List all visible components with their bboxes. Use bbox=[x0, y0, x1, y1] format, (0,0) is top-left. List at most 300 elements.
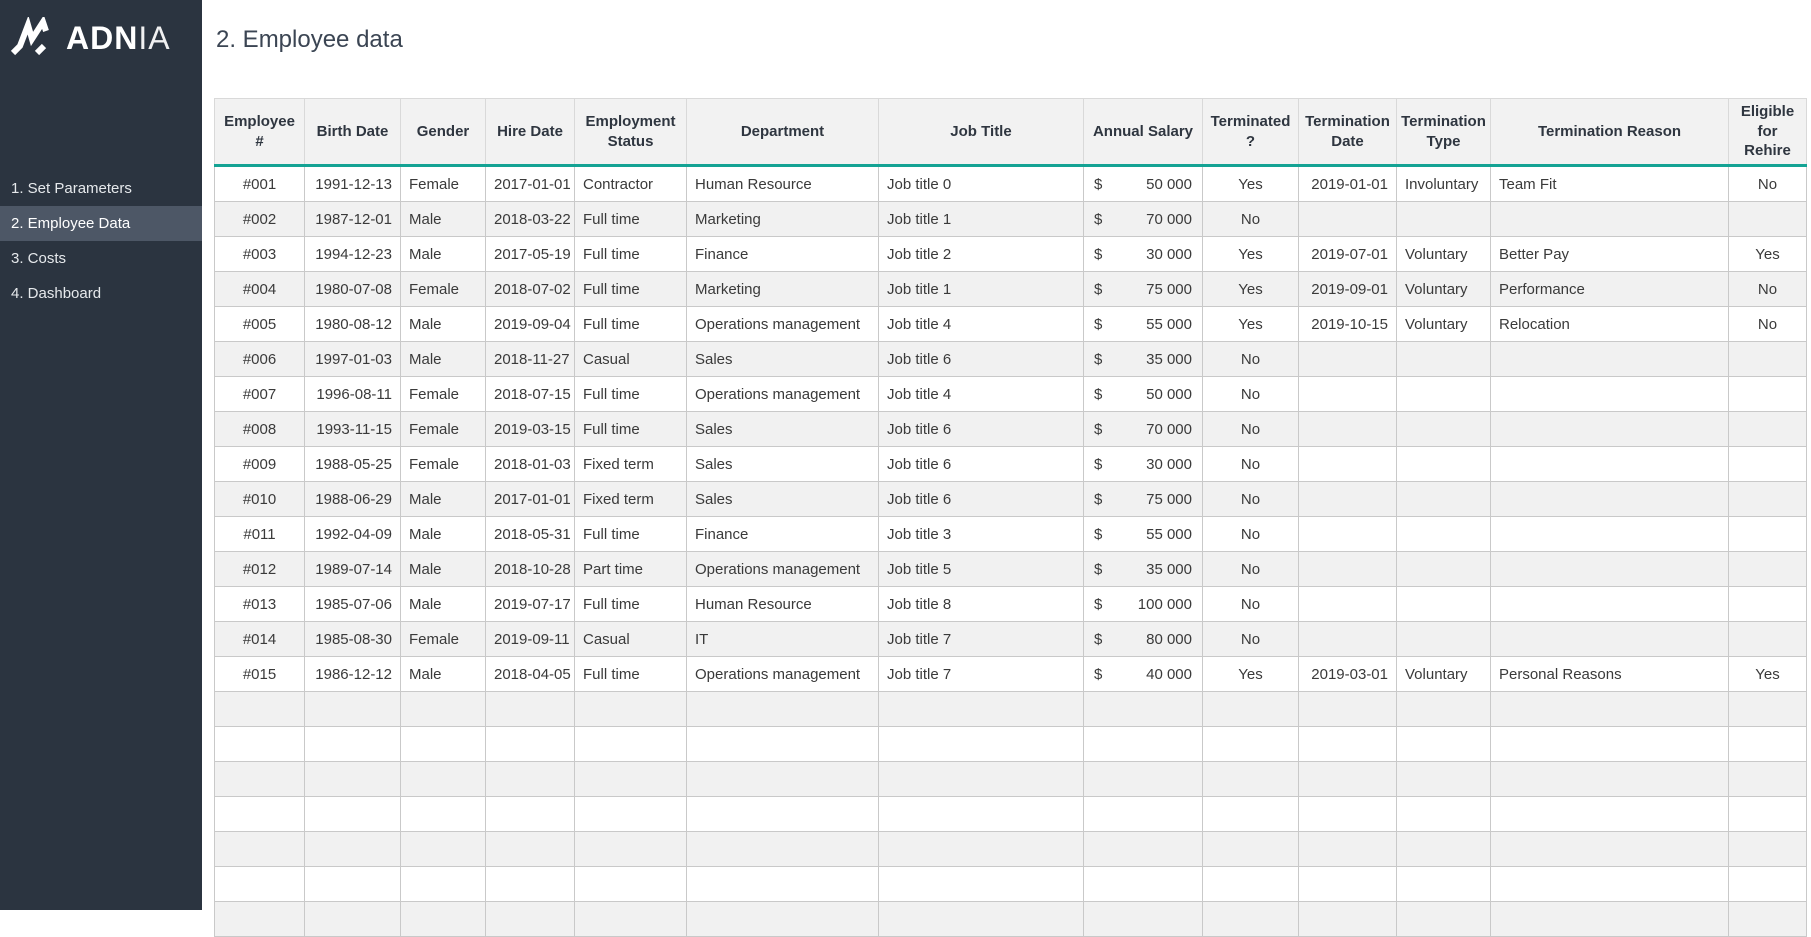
table-cell-annual-salary[interactable] bbox=[1084, 342, 1203, 377]
table-cell-department[interactable]: Sales bbox=[687, 482, 879, 517]
table-cell-birth-date[interactable]: 1986-12-12 bbox=[305, 657, 401, 692]
table-cell-gender[interactable]: Female bbox=[401, 412, 486, 447]
table-cell-employee[interactable]: #004 bbox=[215, 272, 305, 307]
table-cell-birth-date[interactable]: 1980-08-12 bbox=[305, 307, 401, 342]
table-cell-employee[interactable]: #011 bbox=[215, 517, 305, 552]
table-cell-hire-date[interactable]: 2019-03-15 bbox=[486, 412, 575, 447]
empty-cell[interactable] bbox=[1491, 867, 1729, 902]
empty-cell[interactable] bbox=[305, 902, 401, 937]
table-cell-department[interactable]: Sales bbox=[687, 412, 879, 447]
table-cell-job-title[interactable]: Job title 1 bbox=[879, 272, 1084, 307]
empty-cell[interactable] bbox=[575, 762, 687, 797]
empty-cell[interactable] bbox=[215, 867, 305, 902]
table-cell-terminated[interactable]: No bbox=[1203, 377, 1299, 412]
empty-cell[interactable] bbox=[1299, 867, 1397, 902]
table-cell-termination-type[interactable]: Voluntary bbox=[1397, 657, 1491, 692]
table-cell-employee[interactable]: #013 bbox=[215, 587, 305, 622]
table-cell-department[interactable]: Operations management bbox=[687, 307, 879, 342]
table-cell-employee[interactable]: #015 bbox=[215, 657, 305, 692]
table-cell-termination-type[interactable]: Voluntary bbox=[1397, 307, 1491, 342]
sidebar-item-4-dashboard[interactable]: 4. Dashboard bbox=[11, 285, 102, 302]
empty-cell[interactable] bbox=[305, 867, 401, 902]
table-cell-employee[interactable]: #007 bbox=[215, 377, 305, 412]
table-cell-job-title[interactable]: Job title 1 bbox=[879, 202, 1084, 237]
empty-cell[interactable] bbox=[215, 797, 305, 832]
table-cell-gender[interactable]: Male bbox=[401, 587, 486, 622]
table-cell-eligible-for-rehire[interactable] bbox=[1729, 482, 1807, 517]
empty-cell[interactable] bbox=[1299, 727, 1397, 762]
empty-cell[interactable] bbox=[1397, 902, 1491, 937]
table-cell-annual-salary[interactable] bbox=[1084, 412, 1203, 447]
table-cell-birth-date[interactable]: 1994-12-23 bbox=[305, 237, 401, 272]
table-cell-hire-date[interactable]: 2018-01-03 bbox=[486, 447, 575, 482]
table-cell-employment-status[interactable]: Full time bbox=[575, 412, 687, 447]
empty-cell[interactable] bbox=[215, 762, 305, 797]
table-cell-termination-reason[interactable]: Relocation bbox=[1491, 307, 1729, 342]
table-cell-termination-date[interactable] bbox=[1299, 587, 1397, 622]
table-cell-termination-reason[interactable]: Team Fit bbox=[1491, 166, 1729, 202]
empty-cell[interactable] bbox=[486, 762, 575, 797]
empty-cell[interactable] bbox=[401, 727, 486, 762]
table-cell-employment-status[interactable]: Full time bbox=[575, 272, 687, 307]
table-cell-annual-salary[interactable] bbox=[1084, 272, 1203, 307]
table-cell-job-title[interactable]: Job title 6 bbox=[879, 342, 1084, 377]
table-cell-employment-status[interactable]: Contractor bbox=[575, 166, 687, 202]
empty-cell[interactable] bbox=[1729, 867, 1807, 902]
empty-cell[interactable] bbox=[1203, 797, 1299, 832]
table-cell-termination-type[interactable]: Involuntary bbox=[1397, 166, 1491, 202]
table-cell-hire-date[interactable]: 2018-03-22 bbox=[486, 202, 575, 237]
table-cell-birth-date[interactable]: 1988-05-25 bbox=[305, 447, 401, 482]
table-cell-birth-date[interactable]: 1997-01-03 bbox=[305, 342, 401, 377]
empty-cell[interactable] bbox=[1729, 797, 1807, 832]
empty-cell[interactable] bbox=[1299, 692, 1397, 727]
table-cell-employee[interactable]: #008 bbox=[215, 412, 305, 447]
table-cell-termination-reason[interactable] bbox=[1491, 447, 1729, 482]
table-cell-gender[interactable]: Female bbox=[401, 622, 486, 657]
empty-cell[interactable] bbox=[1397, 727, 1491, 762]
empty-cell[interactable] bbox=[575, 727, 687, 762]
table-cell-annual-salary[interactable] bbox=[1084, 237, 1203, 272]
table-cell-employment-status[interactable]: Full time bbox=[575, 517, 687, 552]
empty-cell[interactable] bbox=[305, 692, 401, 727]
table-cell-department[interactable]: Operations management bbox=[687, 552, 879, 587]
column-header-termination-reason[interactable]: Termination Reason bbox=[1491, 99, 1729, 166]
empty-cell[interactable] bbox=[1397, 797, 1491, 832]
table-cell-employment-status[interactable]: Fixed term bbox=[575, 482, 687, 517]
table-cell-birth-date[interactable]: 1985-08-30 bbox=[305, 622, 401, 657]
table-cell-terminated[interactable]: No bbox=[1203, 202, 1299, 237]
empty-cell[interactable] bbox=[401, 797, 486, 832]
table-cell-birth-date[interactable]: 1991-12-13 bbox=[305, 166, 401, 202]
table-cell-employment-status[interactable]: Casual bbox=[575, 342, 687, 377]
table-cell-eligible-for-rehire[interactable] bbox=[1729, 412, 1807, 447]
table-cell-employee[interactable]: #010 bbox=[215, 482, 305, 517]
empty-cell[interactable] bbox=[401, 692, 486, 727]
table-cell-department[interactable]: Finance bbox=[687, 237, 879, 272]
table-cell-terminated[interactable]: Yes bbox=[1203, 166, 1299, 202]
table-cell-gender[interactable]: Male bbox=[401, 657, 486, 692]
table-cell-employment-status[interactable]: Full time bbox=[575, 587, 687, 622]
empty-cell[interactable] bbox=[879, 692, 1084, 727]
empty-cell[interactable] bbox=[1491, 727, 1729, 762]
table-cell-employee[interactable]: #009 bbox=[215, 447, 305, 482]
empty-cell[interactable] bbox=[1084, 797, 1203, 832]
empty-cell[interactable] bbox=[1203, 832, 1299, 867]
column-header-termination-date[interactable]: Termination Date bbox=[1299, 99, 1397, 166]
empty-cell[interactable] bbox=[687, 867, 879, 902]
empty-cell[interactable] bbox=[1203, 727, 1299, 762]
table-cell-employee[interactable]: #001 bbox=[215, 166, 305, 202]
table-cell-birth-date[interactable]: 1996-08-11 bbox=[305, 377, 401, 412]
table-cell-employment-status[interactable]: Full time bbox=[575, 377, 687, 412]
table-cell-birth-date[interactable]: 1989-07-14 bbox=[305, 552, 401, 587]
empty-cell[interactable] bbox=[486, 832, 575, 867]
table-cell-termination-type[interactable] bbox=[1397, 412, 1491, 447]
table-cell-eligible-for-rehire[interactable] bbox=[1729, 202, 1807, 237]
table-cell-department[interactable]: Operations management bbox=[687, 377, 879, 412]
table-cell-termination-reason[interactable]: Better Pay bbox=[1491, 237, 1729, 272]
table-cell-termination-date[interactable]: 2019-01-01 bbox=[1299, 166, 1397, 202]
column-header-employee[interactable]: Employee # bbox=[215, 99, 305, 166]
table-cell-employment-status[interactable]: Fixed term bbox=[575, 447, 687, 482]
table-cell-employee[interactable]: #002 bbox=[215, 202, 305, 237]
table-cell-terminated[interactable]: Yes bbox=[1203, 657, 1299, 692]
table-cell-job-title[interactable]: Job title 7 bbox=[879, 657, 1084, 692]
table-cell-hire-date[interactable]: 2019-09-11 bbox=[486, 622, 575, 657]
column-header-employment-status[interactable]: Employment Status bbox=[575, 99, 687, 166]
table-cell-termination-type[interactable] bbox=[1397, 517, 1491, 552]
sidebar-item-2-employee-data[interactable]: 2. Employee Data bbox=[0, 206, 202, 241]
column-header-annual-salary[interactable]: Annual Salary bbox=[1084, 99, 1203, 166]
empty-cell[interactable] bbox=[1084, 692, 1203, 727]
column-header-termination-type[interactable]: Termination Type bbox=[1397, 99, 1491, 166]
table-cell-employee[interactable]: #003 bbox=[215, 237, 305, 272]
empty-cell[interactable] bbox=[879, 832, 1084, 867]
column-header-eligible-for-rehire[interactable]: Eligible for Rehire bbox=[1729, 99, 1807, 166]
table-cell-employee[interactable]: #005 bbox=[215, 307, 305, 342]
table-cell-birth-date[interactable]: 1988-06-29 bbox=[305, 482, 401, 517]
table-cell-department[interactable]: Marketing bbox=[687, 272, 879, 307]
table-cell-annual-salary[interactable] bbox=[1084, 482, 1203, 517]
table-cell-job-title[interactable]: Job title 8 bbox=[879, 587, 1084, 622]
table-cell-termination-date[interactable]: 2019-07-01 bbox=[1299, 237, 1397, 272]
table-cell-department[interactable]: Marketing bbox=[687, 202, 879, 237]
table-cell-hire-date[interactable]: 2019-09-04 bbox=[486, 307, 575, 342]
table-cell-hire-date[interactable]: 2018-04-05 bbox=[486, 657, 575, 692]
table-cell-eligible-for-rehire[interactable] bbox=[1729, 622, 1807, 657]
empty-cell[interactable] bbox=[215, 902, 305, 937]
table-cell-termination-date[interactable]: 2019-10-15 bbox=[1299, 307, 1397, 342]
table-cell-gender[interactable]: Male bbox=[401, 552, 486, 587]
table-cell-termination-reason[interactable] bbox=[1491, 552, 1729, 587]
empty-cell[interactable] bbox=[305, 727, 401, 762]
empty-cell[interactable] bbox=[1729, 762, 1807, 797]
empty-cell[interactable] bbox=[1729, 727, 1807, 762]
empty-cell[interactable] bbox=[1299, 902, 1397, 937]
table-cell-annual-salary[interactable] bbox=[1084, 657, 1203, 692]
column-header-hire-date[interactable]: Hire Date bbox=[486, 99, 575, 166]
table-cell-employment-status[interactable]: Full time bbox=[575, 202, 687, 237]
empty-cell[interactable] bbox=[879, 797, 1084, 832]
table-cell-termination-date[interactable] bbox=[1299, 552, 1397, 587]
empty-cell[interactable] bbox=[1084, 832, 1203, 867]
table-cell-termination-type[interactable] bbox=[1397, 587, 1491, 622]
table-cell-hire-date[interactable]: 2017-05-19 bbox=[486, 237, 575, 272]
table-cell-termination-date[interactable]: 2019-09-01 bbox=[1299, 272, 1397, 307]
table-cell-eligible-for-rehire[interactable]: No bbox=[1729, 307, 1807, 342]
table-cell-terminated[interactable]: No bbox=[1203, 587, 1299, 622]
table-cell-terminated[interactable]: No bbox=[1203, 412, 1299, 447]
table-cell-termination-type[interactable]: Voluntary bbox=[1397, 237, 1491, 272]
empty-cell[interactable] bbox=[1203, 867, 1299, 902]
table-cell-employee[interactable]: #012 bbox=[215, 552, 305, 587]
table-cell-termination-date[interactable] bbox=[1299, 412, 1397, 447]
column-header-birth-date[interactable]: Birth Date bbox=[305, 99, 401, 166]
table-cell-job-title[interactable]: Job title 6 bbox=[879, 482, 1084, 517]
table-cell-terminated[interactable]: No bbox=[1203, 517, 1299, 552]
column-header-terminated[interactable]: Terminated ? bbox=[1203, 99, 1299, 166]
empty-cell[interactable] bbox=[1397, 832, 1491, 867]
empty-cell[interactable] bbox=[575, 797, 687, 832]
table-cell-job-title[interactable]: Job title 2 bbox=[879, 237, 1084, 272]
table-cell-termination-date[interactable] bbox=[1299, 447, 1397, 482]
empty-cell[interactable] bbox=[401, 762, 486, 797]
table-cell-hire-date[interactable]: 2017-01-01 bbox=[486, 166, 575, 202]
table-cell-job-title[interactable]: Job title 3 bbox=[879, 517, 1084, 552]
table-cell-gender[interactable]: Male bbox=[401, 202, 486, 237]
table-cell-termination-date[interactable] bbox=[1299, 622, 1397, 657]
table-cell-employment-status[interactable]: Full time bbox=[575, 237, 687, 272]
table-cell-department[interactable]: Operations management bbox=[687, 657, 879, 692]
table-cell-eligible-for-rehire[interactable]: No bbox=[1729, 166, 1807, 202]
table-cell-terminated[interactable]: No bbox=[1203, 447, 1299, 482]
empty-cell[interactable] bbox=[1491, 762, 1729, 797]
table-cell-hire-date[interactable]: 2019-07-17 bbox=[486, 587, 575, 622]
table-cell-hire-date[interactable]: 2018-07-02 bbox=[486, 272, 575, 307]
table-cell-terminated[interactable]: Yes bbox=[1203, 307, 1299, 342]
table-cell-termination-reason[interactable]: Performance bbox=[1491, 272, 1729, 307]
table-cell-termination-reason[interactable] bbox=[1491, 342, 1729, 377]
table-cell-hire-date[interactable]: 2018-10-28 bbox=[486, 552, 575, 587]
table-cell-termination-date[interactable] bbox=[1299, 342, 1397, 377]
empty-cell[interactable] bbox=[1491, 902, 1729, 937]
empty-cell[interactable] bbox=[1084, 762, 1203, 797]
empty-cell[interactable] bbox=[1084, 727, 1203, 762]
empty-cell[interactable] bbox=[687, 902, 879, 937]
table-cell-gender[interactable]: Male bbox=[401, 342, 486, 377]
empty-cell[interactable] bbox=[486, 692, 575, 727]
table-cell-termination-type[interactable] bbox=[1397, 447, 1491, 482]
empty-cell[interactable] bbox=[1203, 692, 1299, 727]
empty-cell[interactable] bbox=[401, 902, 486, 937]
table-cell-terminated[interactable]: Yes bbox=[1203, 237, 1299, 272]
empty-cell[interactable] bbox=[1299, 797, 1397, 832]
empty-cell[interactable] bbox=[575, 902, 687, 937]
empty-cell[interactable] bbox=[215, 727, 305, 762]
table-cell-termination-type[interactable] bbox=[1397, 202, 1491, 237]
table-cell-eligible-for-rehire[interactable] bbox=[1729, 517, 1807, 552]
table-cell-eligible-for-rehire[interactable]: Yes bbox=[1729, 657, 1807, 692]
empty-cell[interactable] bbox=[879, 727, 1084, 762]
table-cell-gender[interactable]: Male bbox=[401, 482, 486, 517]
table-cell-termination-type[interactable]: Voluntary bbox=[1397, 272, 1491, 307]
table-cell-department[interactable]: Human Resource bbox=[687, 587, 879, 622]
empty-cell[interactable] bbox=[1203, 762, 1299, 797]
table-cell-termination-reason[interactable] bbox=[1491, 412, 1729, 447]
table-cell-termination-reason[interactable] bbox=[1491, 587, 1729, 622]
column-header-department[interactable]: Department bbox=[687, 99, 879, 166]
table-cell-department[interactable]: Sales bbox=[687, 447, 879, 482]
sidebar-item-1-set-parameters[interactable]: 1. Set Parameters bbox=[11, 180, 132, 197]
table-cell-gender[interactable]: Male bbox=[401, 307, 486, 342]
table-cell-gender[interactable]: Female bbox=[401, 166, 486, 202]
empty-cell[interactable] bbox=[1729, 692, 1807, 727]
table-cell-job-title[interactable]: Job title 4 bbox=[879, 307, 1084, 342]
table-cell-termination-type[interactable] bbox=[1397, 552, 1491, 587]
empty-cell[interactable] bbox=[215, 692, 305, 727]
table-cell-termination-type[interactable] bbox=[1397, 482, 1491, 517]
table-cell-employment-status[interactable]: Full time bbox=[575, 657, 687, 692]
table-cell-termination-date[interactable]: 2019-03-01 bbox=[1299, 657, 1397, 692]
table-cell-eligible-for-rehire[interactable] bbox=[1729, 377, 1807, 412]
empty-cell[interactable] bbox=[575, 867, 687, 902]
empty-cell[interactable] bbox=[305, 762, 401, 797]
table-cell-employment-status[interactable]: Part time bbox=[575, 552, 687, 587]
empty-cell[interactable] bbox=[305, 797, 401, 832]
table-cell-department[interactable]: Human Resource bbox=[687, 166, 879, 202]
empty-cell[interactable] bbox=[215, 832, 305, 867]
table-cell-hire-date[interactable]: 2018-05-31 bbox=[486, 517, 575, 552]
table-cell-termination-reason[interactable] bbox=[1491, 202, 1729, 237]
table-cell-annual-salary[interactable] bbox=[1084, 447, 1203, 482]
table-cell-terminated[interactable]: No bbox=[1203, 482, 1299, 517]
table-cell-termination-date[interactable] bbox=[1299, 482, 1397, 517]
table-cell-terminated[interactable]: No bbox=[1203, 342, 1299, 377]
empty-cell[interactable] bbox=[879, 902, 1084, 937]
table-cell-termination-date[interactable] bbox=[1299, 377, 1397, 412]
table-cell-gender[interactable]: Female bbox=[401, 377, 486, 412]
table-cell-termination-type[interactable] bbox=[1397, 377, 1491, 412]
table-cell-termination-type[interactable] bbox=[1397, 342, 1491, 377]
table-cell-job-title[interactable]: Job title 4 bbox=[879, 377, 1084, 412]
table-cell-eligible-for-rehire[interactable]: Yes bbox=[1729, 237, 1807, 272]
empty-cell[interactable] bbox=[401, 832, 486, 867]
table-cell-termination-reason[interactable] bbox=[1491, 377, 1729, 412]
empty-cell[interactable] bbox=[687, 797, 879, 832]
empty-cell[interactable] bbox=[687, 832, 879, 867]
table-cell-job-title[interactable]: Job title 7 bbox=[879, 622, 1084, 657]
empty-cell[interactable] bbox=[486, 727, 575, 762]
empty-cell[interactable] bbox=[401, 867, 486, 902]
empty-cell[interactable] bbox=[1729, 902, 1807, 937]
empty-cell[interactable] bbox=[1299, 832, 1397, 867]
empty-cell[interactable] bbox=[305, 832, 401, 867]
table-cell-eligible-for-rehire[interactable]: No bbox=[1729, 272, 1807, 307]
empty-cell[interactable] bbox=[1397, 762, 1491, 797]
empty-cell[interactable] bbox=[687, 727, 879, 762]
column-header-gender[interactable]: Gender bbox=[401, 99, 486, 166]
table-cell-gender[interactable]: Male bbox=[401, 517, 486, 552]
empty-cell[interactable] bbox=[879, 762, 1084, 797]
table-cell-annual-salary[interactable] bbox=[1084, 166, 1203, 202]
empty-cell[interactable] bbox=[687, 762, 879, 797]
table-cell-employment-status[interactable]: Casual bbox=[575, 622, 687, 657]
table-cell-termination-date[interactable] bbox=[1299, 517, 1397, 552]
table-cell-department[interactable]: IT bbox=[687, 622, 879, 657]
table-cell-termination-reason[interactable] bbox=[1491, 482, 1729, 517]
sidebar-item-3-costs[interactable]: 3. Costs bbox=[11, 250, 67, 267]
table-cell-job-title[interactable]: Job title 0 bbox=[879, 166, 1084, 202]
empty-cell[interactable] bbox=[1397, 867, 1491, 902]
table-cell-job-title[interactable]: Job title 6 bbox=[879, 447, 1084, 482]
table-cell-annual-salary[interactable] bbox=[1084, 587, 1203, 622]
empty-cell[interactable] bbox=[1084, 902, 1203, 937]
table-cell-birth-date[interactable]: 1980-07-08 bbox=[305, 272, 401, 307]
table-cell-birth-date[interactable]: 1985-07-06 bbox=[305, 587, 401, 622]
table-cell-termination-reason[interactable] bbox=[1491, 622, 1729, 657]
empty-cell[interactable] bbox=[1299, 762, 1397, 797]
empty-cell[interactable] bbox=[1203, 902, 1299, 937]
table-cell-job-title[interactable]: Job title 6 bbox=[879, 412, 1084, 447]
table-cell-annual-salary[interactable] bbox=[1084, 622, 1203, 657]
column-header-job-title[interactable]: Job Title bbox=[879, 99, 1084, 166]
empty-cell[interactable] bbox=[879, 867, 1084, 902]
table-cell-termination-reason[interactable] bbox=[1491, 517, 1729, 552]
empty-cell[interactable] bbox=[1729, 832, 1807, 867]
table-cell-department[interactable]: Sales bbox=[687, 342, 879, 377]
table-cell-department[interactable]: Finance bbox=[687, 517, 879, 552]
table-cell-terminated[interactable]: Yes bbox=[1203, 272, 1299, 307]
table-cell-annual-salary[interactable] bbox=[1084, 517, 1203, 552]
table-cell-birth-date[interactable]: 1987-12-01 bbox=[305, 202, 401, 237]
table-cell-hire-date[interactable]: 2017-01-01 bbox=[486, 482, 575, 517]
empty-cell[interactable] bbox=[486, 902, 575, 937]
table-cell-termination-date[interactable] bbox=[1299, 202, 1397, 237]
table-cell-employee[interactable]: #014 bbox=[215, 622, 305, 657]
table-cell-annual-salary[interactable] bbox=[1084, 202, 1203, 237]
empty-cell[interactable] bbox=[1491, 797, 1729, 832]
table-cell-terminated[interactable]: No bbox=[1203, 622, 1299, 657]
empty-cell[interactable] bbox=[687, 692, 879, 727]
table-cell-employee[interactable]: #006 bbox=[215, 342, 305, 377]
table-cell-employment-status[interactable]: Full time bbox=[575, 307, 687, 342]
empty-cell[interactable] bbox=[1084, 867, 1203, 902]
empty-cell[interactable] bbox=[1491, 692, 1729, 727]
empty-cell[interactable] bbox=[575, 832, 687, 867]
empty-cell[interactable] bbox=[575, 692, 687, 727]
table-cell-annual-salary[interactable] bbox=[1084, 552, 1203, 587]
table-cell-hire-date[interactable]: 2018-07-15 bbox=[486, 377, 575, 412]
empty-cell[interactable] bbox=[1397, 692, 1491, 727]
table-cell-termination-type[interactable] bbox=[1397, 622, 1491, 657]
table-cell-birth-date[interactable]: 1993-11-15 bbox=[305, 412, 401, 447]
table-cell-birth-date[interactable]: 1992-04-09 bbox=[305, 517, 401, 552]
table-cell-hire-date[interactable]: 2018-11-27 bbox=[486, 342, 575, 377]
empty-cell[interactable] bbox=[486, 867, 575, 902]
table-cell-job-title[interactable]: Job title 5 bbox=[879, 552, 1084, 587]
table-cell-terminated[interactable]: No bbox=[1203, 552, 1299, 587]
table-cell-eligible-for-rehire[interactable] bbox=[1729, 342, 1807, 377]
empty-cell[interactable] bbox=[1491, 832, 1729, 867]
table-cell-gender[interactable]: Female bbox=[401, 447, 486, 482]
table-cell-termination-reason[interactable]: Personal Reasons bbox=[1491, 657, 1729, 692]
table-cell-annual-salary[interactable] bbox=[1084, 307, 1203, 342]
table-cell-eligible-for-rehire[interactable] bbox=[1729, 587, 1807, 622]
table-cell-eligible-for-rehire[interactable] bbox=[1729, 447, 1807, 482]
table-cell-annual-salary[interactable] bbox=[1084, 377, 1203, 412]
table-cell-eligible-for-rehire[interactable] bbox=[1729, 552, 1807, 587]
